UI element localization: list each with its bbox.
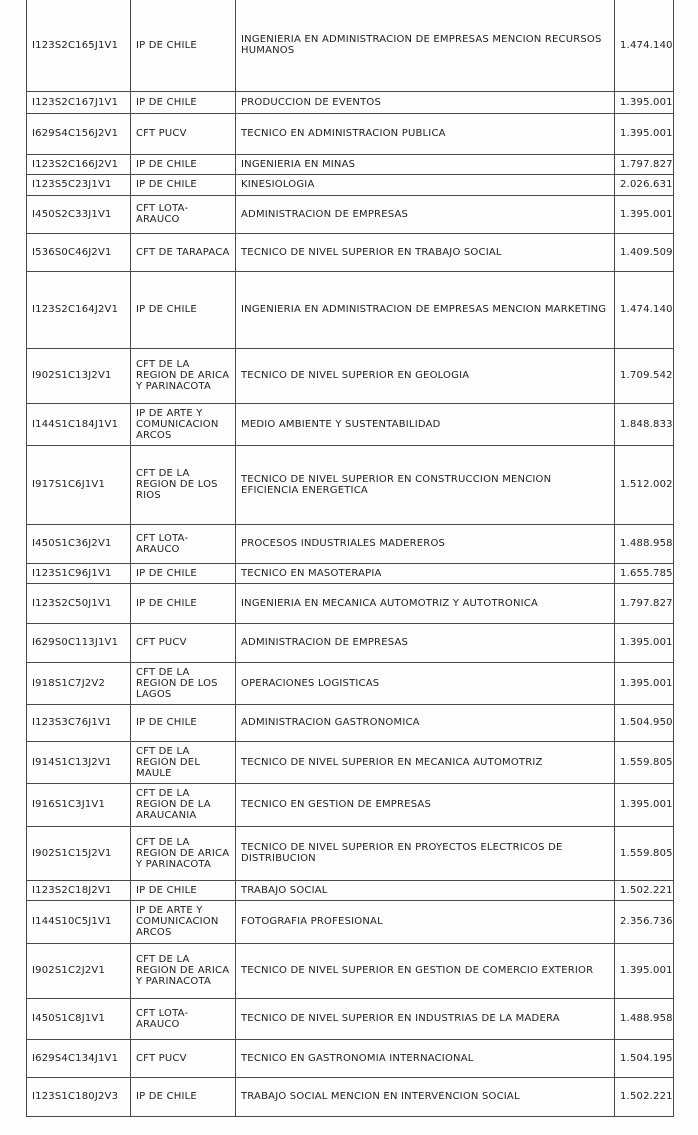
table-row (27, 662, 674, 704)
table-row (27, 783, 674, 826)
program-code: I123S2C167J1V1 (27, 91, 131, 113)
fee-amount: 1.395.001 (615, 783, 674, 826)
program-name: INGENIERIA EN ADMINISTRACION DE EMPRESAS MENCION RECURSOS HUMANOS (236, 0, 615, 91)
program-code: I450S1C36J2V1 (27, 524, 131, 563)
program-name: INGENIERIA EN MECANICA AUTOMOTRIZ Y AUTOTRONICA (236, 583, 615, 623)
program-name: TECNICO DE NIVEL SUPERIOR EN GESTION DE COMERCIO EXTERIOR (236, 943, 615, 998)
program-code: I917S1C6J1V1 (27, 445, 131, 524)
fee-amount: 1.502.221 (615, 1077, 674, 1116)
program-code: I902S1C2J2V1 (27, 943, 131, 998)
table-row (27, 900, 674, 943)
fee-amount: 1.395.001 (615, 195, 674, 233)
fee-amount: 1.474.140 (615, 271, 674, 348)
table-row (27, 0, 674, 91)
institution-name: CFT DE LA REGION DE LA ARAUCANIA (131, 783, 236, 826)
institution-name: CFT DE LA REGION DE LOS RIOS (131, 445, 236, 524)
program-code: I902S1C13J2V1 (27, 348, 131, 403)
institution-name: CFT LOTA-ARAUCO (131, 195, 236, 233)
program-code: I629S4C156J2V1 (27, 113, 131, 154)
program-code: I918S1C7J2V2 (27, 662, 131, 704)
program-name: KINESIOLOGIA (236, 174, 615, 195)
program-name: TECNICO EN GASTRONOMIA INTERNACIONAL (236, 1039, 615, 1077)
fee-amount: 1.559.805 (615, 826, 674, 880)
fee-amount: 2.026.631 (615, 174, 674, 195)
institution-name: CFT LOTA-ARAUCO (131, 524, 236, 563)
table-row (27, 943, 674, 998)
fee-amount: 1.504.950 (615, 704, 674, 741)
institution-name: IP DE CHILE (131, 1077, 236, 1116)
institution-name: CFT DE TARAPACA (131, 233, 236, 271)
program-code: I123S2C166J2V1 (27, 154, 131, 174)
fee-amount: 1.395.001 (615, 623, 674, 662)
program-code: I123S3C76J1V1 (27, 704, 131, 741)
fee-amount: 1.848.833 (615, 403, 674, 445)
program-code: I123S1C96J1V1 (27, 563, 131, 583)
institution-name: IP DE CHILE (131, 91, 236, 113)
program-code: I123S2C165J1V1 (27, 0, 131, 91)
table-row (27, 583, 674, 623)
institution-name: CFT DE LA REGION DE ARICA Y PARINACOTA (131, 348, 236, 403)
table-row (27, 563, 674, 583)
institution-name: IP DE CHILE (131, 583, 236, 623)
institution-name: IP DE ARTE Y COMUNICACION ARCOS (131, 403, 236, 445)
institution-name: CFT PUCV (131, 623, 236, 662)
institution-name: IP DE CHILE (131, 174, 236, 195)
fee-amount: 1.797.827 (615, 154, 674, 174)
program-code: I450S2C33J1V1 (27, 195, 131, 233)
fee-amount: 1.488.958 (615, 998, 674, 1039)
program-name: TECNICO DE NIVEL SUPERIOR EN INDUSTRIAS DE LA MADERA (236, 998, 615, 1039)
table-body (27, 0, 674, 1116)
fee-amount: 1.395.001 (615, 662, 674, 704)
table-row (27, 91, 674, 113)
institution-name: IP DE CHILE (131, 154, 236, 174)
table-row (27, 998, 674, 1039)
fee-amount: 1.409.509 (615, 233, 674, 271)
program-code: I123S2C18J2V1 (27, 880, 131, 900)
institution-name: CFT DE LA REGION DE LOS LAGOS (131, 662, 236, 704)
institution-name: IP DE CHILE (131, 563, 236, 583)
fee-amount: 1.474.140 (615, 0, 674, 91)
program-name: TRABAJO SOCIAL MENCION EN INTERVENCION SOCIAL (236, 1077, 615, 1116)
program-code: I144S10C5J1V1 (27, 900, 131, 943)
table-row (27, 623, 674, 662)
fee-amount: 1.559.805 (615, 741, 674, 783)
program-name: FOTOGRAFIA PROFESIONAL (236, 900, 615, 943)
program-code: I144S1C184J1V1 (27, 403, 131, 445)
table-row (27, 1077, 674, 1116)
table-row (27, 195, 674, 233)
program-name: PROCESOS INDUSTRIALES MADEREROS (236, 524, 615, 563)
table-row (27, 403, 674, 445)
fee-amount: 1.502.221 (615, 880, 674, 900)
fee-amount: 1.395.001 (615, 943, 674, 998)
table-row (27, 704, 674, 741)
institution-name: CFT PUCV (131, 113, 236, 154)
program-code: I629S4C134J1V1 (27, 1039, 131, 1077)
table-row (27, 1039, 674, 1077)
fee-amount: 1.512.002 (615, 445, 674, 524)
program-name: ADMINISTRACION GASTRONOMICA (236, 704, 615, 741)
program-name: MEDIO AMBIENTE Y SUSTENTABILIDAD (236, 403, 615, 445)
program-code: I123S1C180J2V3 (27, 1077, 131, 1116)
table-row (27, 271, 674, 348)
program-name: TECNICO DE NIVEL SUPERIOR EN CONSTRUCCION MENCION EFICIENCIA ENERGETICA (236, 445, 615, 524)
program-name: TECNICO EN GESTION DE EMPRESAS (236, 783, 615, 826)
institution-name: IP DE CHILE (131, 0, 236, 91)
institution-name: IP DE CHILE (131, 271, 236, 348)
program-name: TECNICO EN ADMINISTRACION PUBLICA (236, 113, 615, 154)
institution-name: IP DE ARTE Y COMUNICACION ARCOS (131, 900, 236, 943)
program-code: I123S5C23J1V1 (27, 174, 131, 195)
table-row (27, 174, 674, 195)
program-name: ADMINISTRACION DE EMPRESAS (236, 195, 615, 233)
program-code: I123S2C50J1V1 (27, 583, 131, 623)
institution-name: CFT PUCV (131, 1039, 236, 1077)
fee-amount: 1.488.958 (615, 524, 674, 563)
table-row (27, 113, 674, 154)
fee-amount: 1.655.785 (615, 563, 674, 583)
institution-name: IP DE CHILE (131, 704, 236, 741)
program-name: TECNICO DE NIVEL SUPERIOR EN MECANICA AUTOMOTRIZ (236, 741, 615, 783)
institution-name: CFT LOTA-ARAUCO (131, 998, 236, 1039)
institution-name: CFT DE LA REGION DEL MAULE (131, 741, 236, 783)
program-name: ADMINISTRACION DE EMPRESAS (236, 623, 615, 662)
program-code: I123S2C164J2V1 (27, 271, 131, 348)
program-name: PRODUCCION DE EVENTOS (236, 91, 615, 113)
fee-amount: 1.709.542 (615, 348, 674, 403)
table-row (27, 233, 674, 271)
table-row (27, 445, 674, 524)
institution-name: CFT DE LA REGION DE ARICA Y PARINACOTA (131, 826, 236, 880)
fee-amount: 1.395.001 (615, 91, 674, 113)
fee-amount: 2.356.736 (615, 900, 674, 943)
program-code: I536S0C46J2V1 (27, 233, 131, 271)
program-code: I902S1C15J2V1 (27, 826, 131, 880)
table-row (27, 348, 674, 403)
fee-amount: 1.797.827 (615, 583, 674, 623)
program-name: TECNICO DE NIVEL SUPERIOR EN TRABAJO SOCIAL (236, 233, 615, 271)
table-row (27, 880, 674, 900)
program-name: TECNICO DE NIVEL SUPERIOR EN PROYECTOS ELECTRICOS DE DISTRIBUCION (236, 826, 615, 880)
program-name: INGENIERIA EN ADMINISTRACION DE EMPRESAS MENCION MARKETING (236, 271, 615, 348)
program-name: TECNICO DE NIVEL SUPERIOR EN GEOLOGIA (236, 348, 615, 403)
program-code: I450S1C8J1V1 (27, 998, 131, 1039)
program-code: I914S1C13J2V1 (27, 741, 131, 783)
program-name: TECNICO EN MASOTERAPIA (236, 563, 615, 583)
program-code: I916S1C3J1V1 (27, 783, 131, 826)
program-name: INGENIERIA EN MINAS (236, 154, 615, 174)
institution-name: IP DE CHILE (131, 880, 236, 900)
program-name: OPERACIONES LOGISTICAS (236, 662, 615, 704)
fee-amount: 1.504.195 (615, 1039, 674, 1077)
institution-name: CFT DE LA REGION DE ARICA Y PARINACOTA (131, 943, 236, 998)
table-row (27, 524, 674, 563)
table-row (27, 826, 674, 880)
program-code: I629S0C113J1V1 (27, 623, 131, 662)
table-row (27, 154, 674, 174)
table-row (27, 741, 674, 783)
program-fee-table (26, 0, 674, 1117)
program-name: TRABAJO SOCIAL (236, 880, 615, 900)
fee-amount: 1.395.001 (615, 113, 674, 154)
